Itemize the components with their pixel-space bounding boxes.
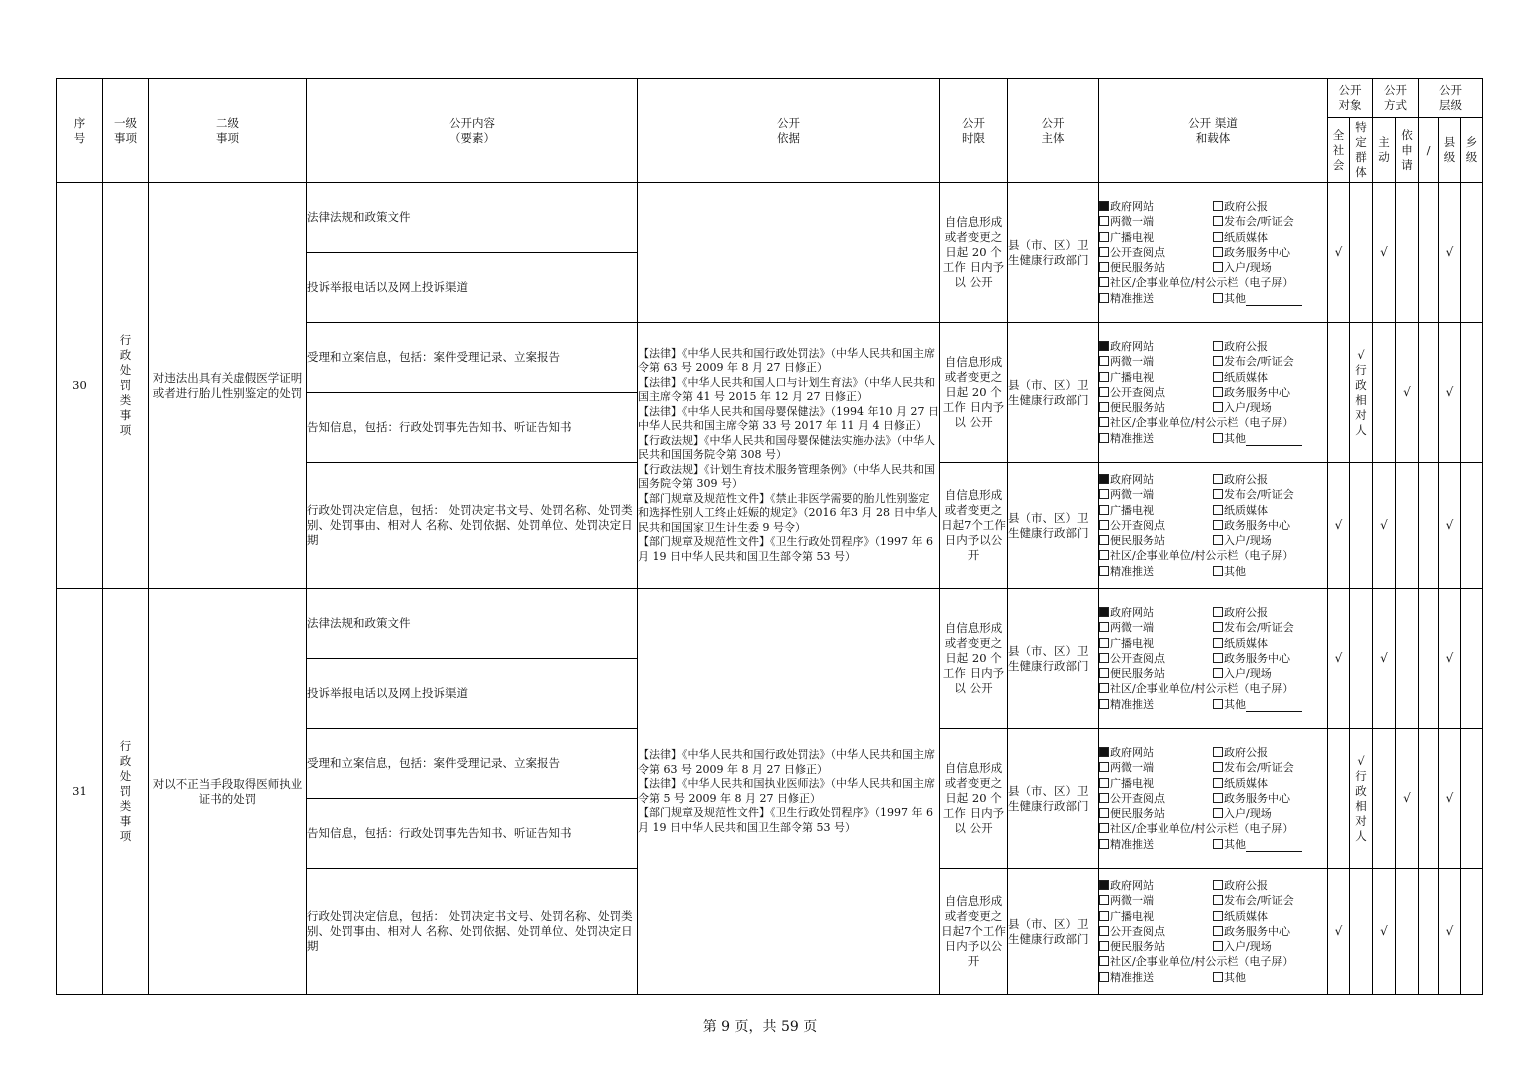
channel-list: 政府网站 政府公报 两微一端 发布会/听证会 广播电视 纸质媒体 公开查阅点 政务服务中心 便民服务站 入户/现场 社区/企事业单位/村公示栏（电子屏） 精准推送 其他 (1099, 183, 1328, 323)
checkbox-icon (1099, 262, 1109, 272)
specific-target: √行政相对人 (1350, 729, 1373, 869)
tick-county: √ (1439, 323, 1461, 463)
content-laws: 法律法规和政策文件 (307, 183, 638, 253)
item-seq: 30 (57, 183, 103, 589)
empty-cell (1419, 729, 1439, 869)
header-content: 公开内容 （要素） (307, 79, 638, 183)
tick-on-request: √ (1396, 323, 1419, 463)
checkbox-icon (1213, 293, 1223, 303)
header-active: 主动 (1373, 118, 1396, 183)
checkbox-icon (1099, 216, 1109, 226)
channel-list: 政府网站 政府公报 两微一端 发布会/听证会 广播电视 纸质媒体 公开查阅点 政务服务中心 便民服务站 入户/现场 社区/企事业单位/村公示栏（电子屏） 精准推送 其他 (1099, 589, 1328, 729)
subject: 县（市、区）卫 生健康行政部门 (1008, 463, 1099, 589)
checkbox-checked-icon (1099, 341, 1109, 351)
tick-county: √ (1439, 589, 1461, 729)
basis-list: 【法律】《中华人民共和国行政处罚法》（中华人民共和国主席令第 63 号 2009 年 8 月 27 日修正） 【法律】《中华人民共和国执业医师法》（中华人民共和国主席令第 5 号 2009 年 8 月 27 日修正） 【部门规章及规范性文件】《卫生行政处罚程序》（1997 年 6 月 19 日中华人民共和国卫生部令第 53 号） (638, 589, 940, 995)
checkbox-icon (1213, 232, 1223, 242)
empty-cell (1350, 869, 1373, 995)
checkbox-icon (1099, 293, 1109, 303)
checkbox-icon (1099, 247, 1109, 257)
subject: 县（市、区）卫 生健康行政部门 (1008, 729, 1099, 869)
content-decision: 行政处罚决定信息，包括： 处罚决定书文号、处罚名称、处罚类别、处罚事由、相对人 名称、处罚依据、处罚单位、处罚决定日期 (307, 869, 638, 995)
checkbox-icon (1213, 895, 1223, 905)
header-county: 县级 (1439, 118, 1461, 183)
header-level2: 二级事项 (149, 79, 307, 183)
empty-cell (1373, 323, 1396, 463)
header-specific: 特定群体 (1350, 118, 1373, 183)
empty-cell (1461, 729, 1483, 869)
tick-all-society: √ (1328, 463, 1350, 589)
subject: 县（市、区）卫 生健康行政部门 (1008, 323, 1099, 463)
checkbox-icon (1099, 232, 1109, 242)
checkbox-icon (1099, 520, 1109, 530)
tick-active: √ (1373, 589, 1396, 729)
empty-cell (1419, 869, 1439, 995)
checkbox-icon (1099, 911, 1109, 921)
checkbox-icon (1099, 926, 1109, 936)
header-basis: 公开 依据 (638, 79, 940, 183)
checkbox-icon (1213, 839, 1223, 849)
tick-county: √ (1439, 729, 1461, 869)
checkbox-icon (1099, 277, 1109, 287)
checkbox-icon (1213, 387, 1223, 397)
tick-county: √ (1439, 463, 1461, 589)
channel-list: 政府网站 政府公报 两微一端 发布会/听证会 广播电视 纸质媒体 公开查阅点 政务服务中心 便民服务站 入户/现场 社区/企事业单位/村公示栏（电子屏） 精准推送 其他 (1099, 323, 1328, 463)
checkbox-icon (1099, 550, 1109, 560)
content-decision: 行政处罚决定信息，包括： 处罚决定书文号、处罚名称、处罚类别、处罚事由、相对人 名称、处罚依据、处罚单位、处罚决定日期 (307, 463, 638, 589)
header-timelimit: 公开时限 (940, 79, 1008, 183)
checkbox-checked-icon (1099, 747, 1109, 757)
basis-list: 【法律】《中华人民共和国行政处罚法》（中华人民共和国主席令第 63 号 2009 年 8 月 27 日修正） 【法律】《中华人民共和国人口与计划生育法》（中华人民共和国主席令第 41 号 2015 年 12 月 27 日修正） 【法律】《中华人民共和国母婴保健法》（1994 年10 月 27 日中华人民共和国主席令第 33 号 2017 年 11 月 4 日修正） 【行政法规】《中华人民共和国母婴保健法实施办法》（中华人民共和国国务院令第 308 号） 【行政法规】《计划生育技术服务管理条例》（中华人民共和国国务院令第 309 号） 【部门规章及规范性文件】《禁止非医学需要的胎儿性别鉴定和选择性别人工终止妊娠的规定》（2016 年3 月 28 日中华人民共和国国家卫生计生委 9 号令） 【部门规章及规范性文件】《卫生行政处罚程序》（1997 年 6 月 19 日中华人民共和国卫生部令第 53 号） (638, 323, 940, 589)
time-limit: 自信息形成或者变更之日起 20 个工作 日内予以 公开 (940, 729, 1008, 869)
checkbox-icon (1213, 201, 1223, 211)
empty-cell (1419, 183, 1439, 323)
empty-cell (1461, 589, 1483, 729)
checkbox-icon (1213, 372, 1223, 382)
subject: 县（市、区）卫 生健康行政部门 (1008, 589, 1099, 729)
checkbox-icon (1099, 356, 1109, 366)
empty-cell (1461, 463, 1483, 589)
checkbox-icon (1213, 535, 1223, 545)
empty-cell (1461, 869, 1483, 995)
empty-cell (1419, 589, 1439, 729)
checkbox-icon (1099, 668, 1109, 678)
checkbox-icon (1213, 216, 1223, 226)
empty-cell (1350, 183, 1373, 323)
empty-cell (1396, 183, 1419, 323)
content-case: 受理和立案信息，包括：案件受理记录、立案报告 (307, 729, 638, 799)
checkbox-icon (1213, 607, 1223, 617)
disclosure-table (56, 78, 1483, 995)
checkbox-icon (1099, 941, 1109, 951)
tick-all-society: √ (1328, 869, 1350, 995)
basis-empty (638, 183, 940, 323)
empty-cell (1328, 729, 1350, 869)
checkbox-icon (1213, 808, 1223, 818)
tick-active: √ (1373, 869, 1396, 995)
checkbox-icon (1213, 778, 1223, 788)
checkbox-icon (1213, 638, 1223, 648)
table-row (57, 183, 1483, 253)
empty-cell (1419, 463, 1439, 589)
checkbox-icon (1099, 778, 1109, 788)
header-on-request: 依申请 (1396, 118, 1419, 183)
checkbox-icon (1099, 372, 1109, 382)
checkbox-icon (1213, 668, 1223, 678)
checkbox-checked-icon (1099, 474, 1109, 484)
checkbox-icon (1099, 683, 1109, 693)
empty-cell (1350, 589, 1373, 729)
checkbox-icon (1099, 762, 1109, 772)
empty-cell (1396, 869, 1419, 995)
channel-list: 政府网站 政府公报 两微一端 发布会/听证会 广播电视 纸质媒体 公开查阅点 政务服务中心 便民服务站 入户/现场 社区/企事业单位/村公示栏（电子屏） 精准推送 其他 (1099, 729, 1328, 869)
content-case: 受理和立案信息，包括：案件受理记录、立案报告 (307, 323, 638, 393)
tick-county: √ (1439, 869, 1461, 995)
item-level2: 对以不正当手段取得医师执业证书的处罚 (149, 589, 307, 995)
item-level1: 行政处罚类事项 (103, 183, 149, 589)
empty-cell (1461, 323, 1483, 463)
item-level2: 对违法出具有关虚假医学证明或者进行胎儿性别鉴定的处罚 (149, 183, 307, 589)
checkbox-icon (1099, 956, 1109, 966)
channel-list: 政府网站 政府公报 两微一端 发布会/听证会 广播电视 纸质媒体 公开查阅点 政务服务中心 便民服务站 入户/现场 社区/企事业单位/村公示栏（电子屏） 精准推送 其他 (1099, 463, 1328, 589)
checkbox-icon (1213, 747, 1223, 757)
empty-cell (1419, 323, 1439, 463)
header-channel: 公开 渠道 和载体 (1099, 79, 1328, 183)
empty-cell (1396, 589, 1419, 729)
tick-all-society: √ (1328, 589, 1350, 729)
checkbox-icon (1213, 941, 1223, 951)
checkbox-icon (1099, 808, 1109, 818)
time-limit: 自信息形成或者变更之日起7个工作日内予以公开 (940, 463, 1008, 589)
checkbox-checked-icon (1099, 201, 1109, 211)
checkbox-icon (1213, 262, 1223, 272)
checkbox-icon (1099, 823, 1109, 833)
checkbox-icon (1213, 699, 1223, 709)
time-limit: 自信息形成或者变更之日起7个工作日内予以公开 (940, 869, 1008, 995)
subject: 县（市、区）卫 生健康行政部门 (1008, 869, 1099, 995)
checkbox-icon (1099, 638, 1109, 648)
header-slash: / (1419, 118, 1439, 183)
subject: 县（市、区）卫 生健康行政部门 (1008, 183, 1099, 323)
header-level1: 一级事项 (103, 79, 149, 183)
time-limit: 自信息形成或者变更之日起 20 个工作 日内予以 公开 (940, 323, 1008, 463)
checkbox-icon (1213, 566, 1223, 576)
empty-cell (1328, 323, 1350, 463)
header-method-group: 公开方式 (1373, 79, 1419, 118)
checkbox-icon (1213, 505, 1223, 515)
tick-all-society: √ (1328, 183, 1350, 323)
checkbox-icon (1213, 520, 1223, 530)
checkbox-icon (1213, 356, 1223, 366)
header-subject: 公开主体 (1008, 79, 1099, 183)
empty-cell (1396, 463, 1419, 589)
checkbox-icon (1213, 622, 1223, 632)
checkbox-icon (1213, 247, 1223, 257)
checkbox-icon (1099, 839, 1109, 849)
checkbox-icon (1099, 699, 1109, 709)
checkbox-icon (1213, 762, 1223, 772)
checkbox-checked-icon (1099, 607, 1109, 617)
checkbox-icon (1099, 535, 1109, 545)
item-seq: 31 (57, 589, 103, 995)
tick-active: √ (1373, 463, 1396, 589)
checkbox-icon (1099, 653, 1109, 663)
checkbox-icon (1213, 341, 1223, 351)
content-laws: 法律法规和政策文件 (307, 589, 638, 659)
tick-on-request: √ (1396, 729, 1419, 869)
checkbox-icon (1099, 895, 1109, 905)
checkbox-icon (1099, 433, 1109, 443)
checkbox-icon (1213, 972, 1223, 982)
header-township: 乡级 (1461, 118, 1483, 183)
checkbox-icon (1099, 622, 1109, 632)
checkbox-checked-icon (1099, 880, 1109, 890)
content-notice: 告知信息，包括：行政处罚事先告知书、听证告知书 (307, 393, 638, 463)
checkbox-icon (1099, 417, 1109, 427)
header-all-society: 全社会 (1328, 118, 1350, 183)
tick-county: √ (1439, 183, 1461, 323)
content-notice: 告知信息，包括：行政处罚事先告知书、听证告知书 (307, 799, 638, 869)
header-seq: 序号 (57, 79, 103, 183)
checkbox-icon (1213, 474, 1223, 484)
channel-list: 政府网站 政府公报 两微一端 发布会/听证会 广播电视 纸质媒体 公开查阅点 政务服务中心 便民服务站 入户/现场 社区/企事业单位/村公示栏（电子屏） 精准推送 其他 (1099, 869, 1328, 995)
specific-target: √行政相对人 (1350, 323, 1373, 463)
header-level-group: 公开层级 (1419, 79, 1483, 118)
content-complaint: 投诉举报电话以及网上投诉渠道 (307, 253, 638, 323)
tick-active: √ (1373, 183, 1396, 323)
checkbox-icon (1213, 793, 1223, 803)
content-complaint: 投诉举报电话以及网上投诉渠道 (307, 659, 638, 729)
checkbox-icon (1213, 402, 1223, 412)
checkbox-icon (1099, 793, 1109, 803)
checkbox-icon (1099, 489, 1109, 499)
checkbox-icon (1099, 505, 1109, 515)
checkbox-icon (1099, 387, 1109, 397)
checkbox-icon (1213, 880, 1223, 890)
table-row (57, 589, 1483, 659)
checkbox-icon (1213, 911, 1223, 921)
checkbox-icon (1099, 566, 1109, 576)
checkbox-icon (1213, 926, 1223, 936)
checkbox-icon (1213, 433, 1223, 443)
page-number: 第 9 页，共 59 页 (702, 1019, 818, 1035)
checkbox-icon (1099, 972, 1109, 982)
header-target-group: 公开对象 (1328, 79, 1373, 118)
empty-cell (1350, 463, 1373, 589)
time-limit: 自信息形成或者变更之日起 20 个工作 日内予以 公开 (940, 589, 1008, 729)
checkbox-icon (1213, 489, 1223, 499)
item-level1: 行政处罚类事项 (103, 589, 149, 995)
checkbox-icon (1099, 402, 1109, 412)
time-limit: 自信息形成或者变更之日起 20 个工作 日内予以 公开 (940, 183, 1008, 323)
empty-cell (1373, 729, 1396, 869)
empty-cell (1461, 183, 1483, 323)
checkbox-icon (1213, 653, 1223, 663)
